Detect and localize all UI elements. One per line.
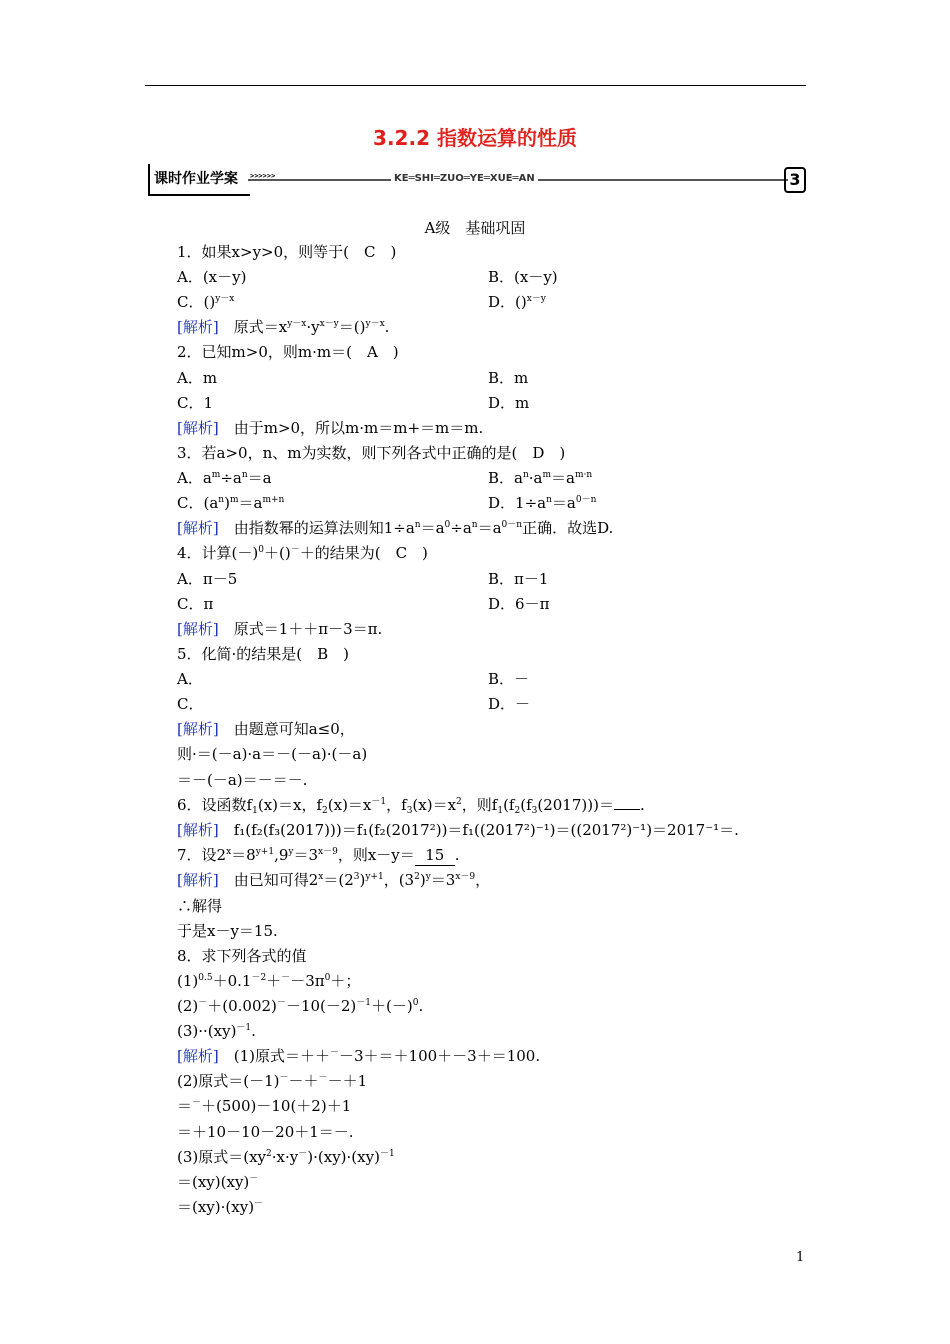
question-4: 4．计算$(-)^0+()^-+$的结果为( C ) (177, 544, 428, 562)
analysis-8-line-2: (2)原式＝(－1)－－＋－－＋1 (177, 1072, 368, 1090)
question-5: 5．化简·的结果是( B ) (177, 645, 350, 663)
banner-arrows: >>>>>> (250, 172, 276, 180)
option-3a: A．$a^m\div a^n=a$ (177, 469, 272, 487)
option-2a: A．m (177, 369, 218, 387)
option-1d: D．()$^{x-y}$ (488, 293, 546, 311)
analysis-3: [解析] 由指数幂的运算法则知$1\div a^n=a^0\div a^n=a^{0-n}$正确．故选D. (177, 519, 614, 537)
option-4a: A．π－5 (177, 570, 238, 588)
option-5d: D．－ (488, 695, 531, 713)
option-3d: D．$1\div a^n=a^{0-n}$ (488, 494, 597, 512)
banner-label: 课时作业学案 (154, 171, 238, 187)
question-8-part-3: (3)··(xy)$^{-1}$. (177, 1022, 256, 1040)
analysis-1: [解析] 原式$=x^{y-x}\cdot y^{x-y}=()^{y-x}$. (177, 318, 390, 336)
answer-blank-6 (614, 809, 640, 810)
analysis-4: [解析] 原式＝1＋＋π－3＝π. (177, 620, 383, 638)
analysis-8: [解析] (1)原式＝＋＋－－3＋＝＋100＋－3＋＝100. (177, 1047, 541, 1065)
question-8-part-1: $(1)^{0.5}+0.1^{-2}+^--3\pi^0+$； (177, 972, 361, 990)
option-5c: C． (177, 695, 204, 713)
lesson-banner (148, 162, 806, 196)
analysis-2: [解析] 由于m>0，所以m·m＝m+＝m＝m. (177, 419, 484, 437)
analysis-7-line-2: ∴解得 (177, 897, 223, 915)
banner-pinyin: KE═SHI═ZUO═YE═XUE═AN (391, 173, 538, 184)
option-1a: A．(x－y) (177, 268, 247, 286)
question-8: 8．求下列各式的值 (177, 947, 307, 965)
analysis-5-line-3: ＝－(－a)＝－＝－. (177, 771, 308, 789)
option-2d: D．m (488, 394, 530, 412)
question-1: 1．如果x>y>0，则等于( C ) (177, 243, 397, 261)
option-4c: C．π (177, 595, 214, 613)
answer-blank-7: 15 (415, 845, 455, 866)
section-title: 3.2.2 指数运算的性质 (373, 126, 577, 150)
question-2: 2．已知m>0，则m·m＝( A ) (177, 343, 399, 361)
analysis-5: [解析] 由题意可知a≤0， (177, 720, 355, 738)
option-5b: B．－ (488, 670, 530, 688)
question-6: 6．设函数$f_1(x)=x$，$f_2(x)=x^{-1}$，$f_3(x)=x^2$，则$f_1(f_2(f_3(2017)))=$ . (177, 796, 645, 816)
analysis-8-line-6: ＝(xy)(xy)－ (177, 1173, 259, 1191)
analysis-8-line-4: ＝＋10－10－20＋1＝－. (177, 1123, 354, 1141)
page-number: 1 (796, 1250, 805, 1265)
option-1b: B．(x－y) (488, 268, 558, 286)
level-heading: A级 基础巩固 (424, 219, 526, 237)
analysis-5-line-2: 则·＝(－a)·a＝－(－a)·(－a) (177, 745, 368, 763)
question-7: 7．设$2^x=8^{y+1},9^y=3^{x-9}$，则x－y＝ 15 . (177, 846, 460, 864)
option-2b: B．m (488, 369, 529, 387)
option-2c: C．1 (177, 394, 214, 412)
question-3: 3．若a>0，n、m为实数，则下列各式中正确的是( D ) (177, 444, 566, 462)
analysis-8-line-5: (3)原式$=(xy^2\cdot x\cdot y^-)\cdot(xy)\cdot(xy)^{-1}$ (177, 1148, 395, 1166)
question-8-part-2: $(2)^-+(0.002)^--10(-2)^{-1}+(-)^0$. (177, 997, 424, 1015)
option-4d: D．6－π (488, 595, 550, 613)
option-3b: B．$a^n\cdot a^m=a^{m\cdot n}$ (488, 469, 593, 487)
analysis-7: [解析] 由已知可得$2^x=(2^3)^{y+1}$，$(3^2)^y=3^{x-9}$， (177, 871, 491, 889)
option-5a: A． (177, 670, 203, 688)
option-4b: B．π－1 (488, 570, 549, 588)
option-3c: C．$(a^n)^m=a^{m+n}$ (177, 494, 285, 512)
analysis-8-line-7: ＝(xy)·(xy)－ (177, 1198, 264, 1216)
analysis-6: [解析] f₁(f₂(f₃(2017)))＝f₁(f₂(2017²))＝f₁((2017²)⁻¹)＝((2017²)⁻¹)＝2017⁻¹＝. (177, 821, 739, 839)
option-1c: C．()$^{y-x}$ (177, 293, 235, 311)
analysis-8-line-3: ＝－＋(500)－10(＋2)＋1 (177, 1097, 352, 1115)
banner-number: 3 (784, 167, 806, 193)
header-rule (145, 85, 806, 86)
analysis-7-line-3: 于是x－y＝15. (177, 922, 278, 940)
